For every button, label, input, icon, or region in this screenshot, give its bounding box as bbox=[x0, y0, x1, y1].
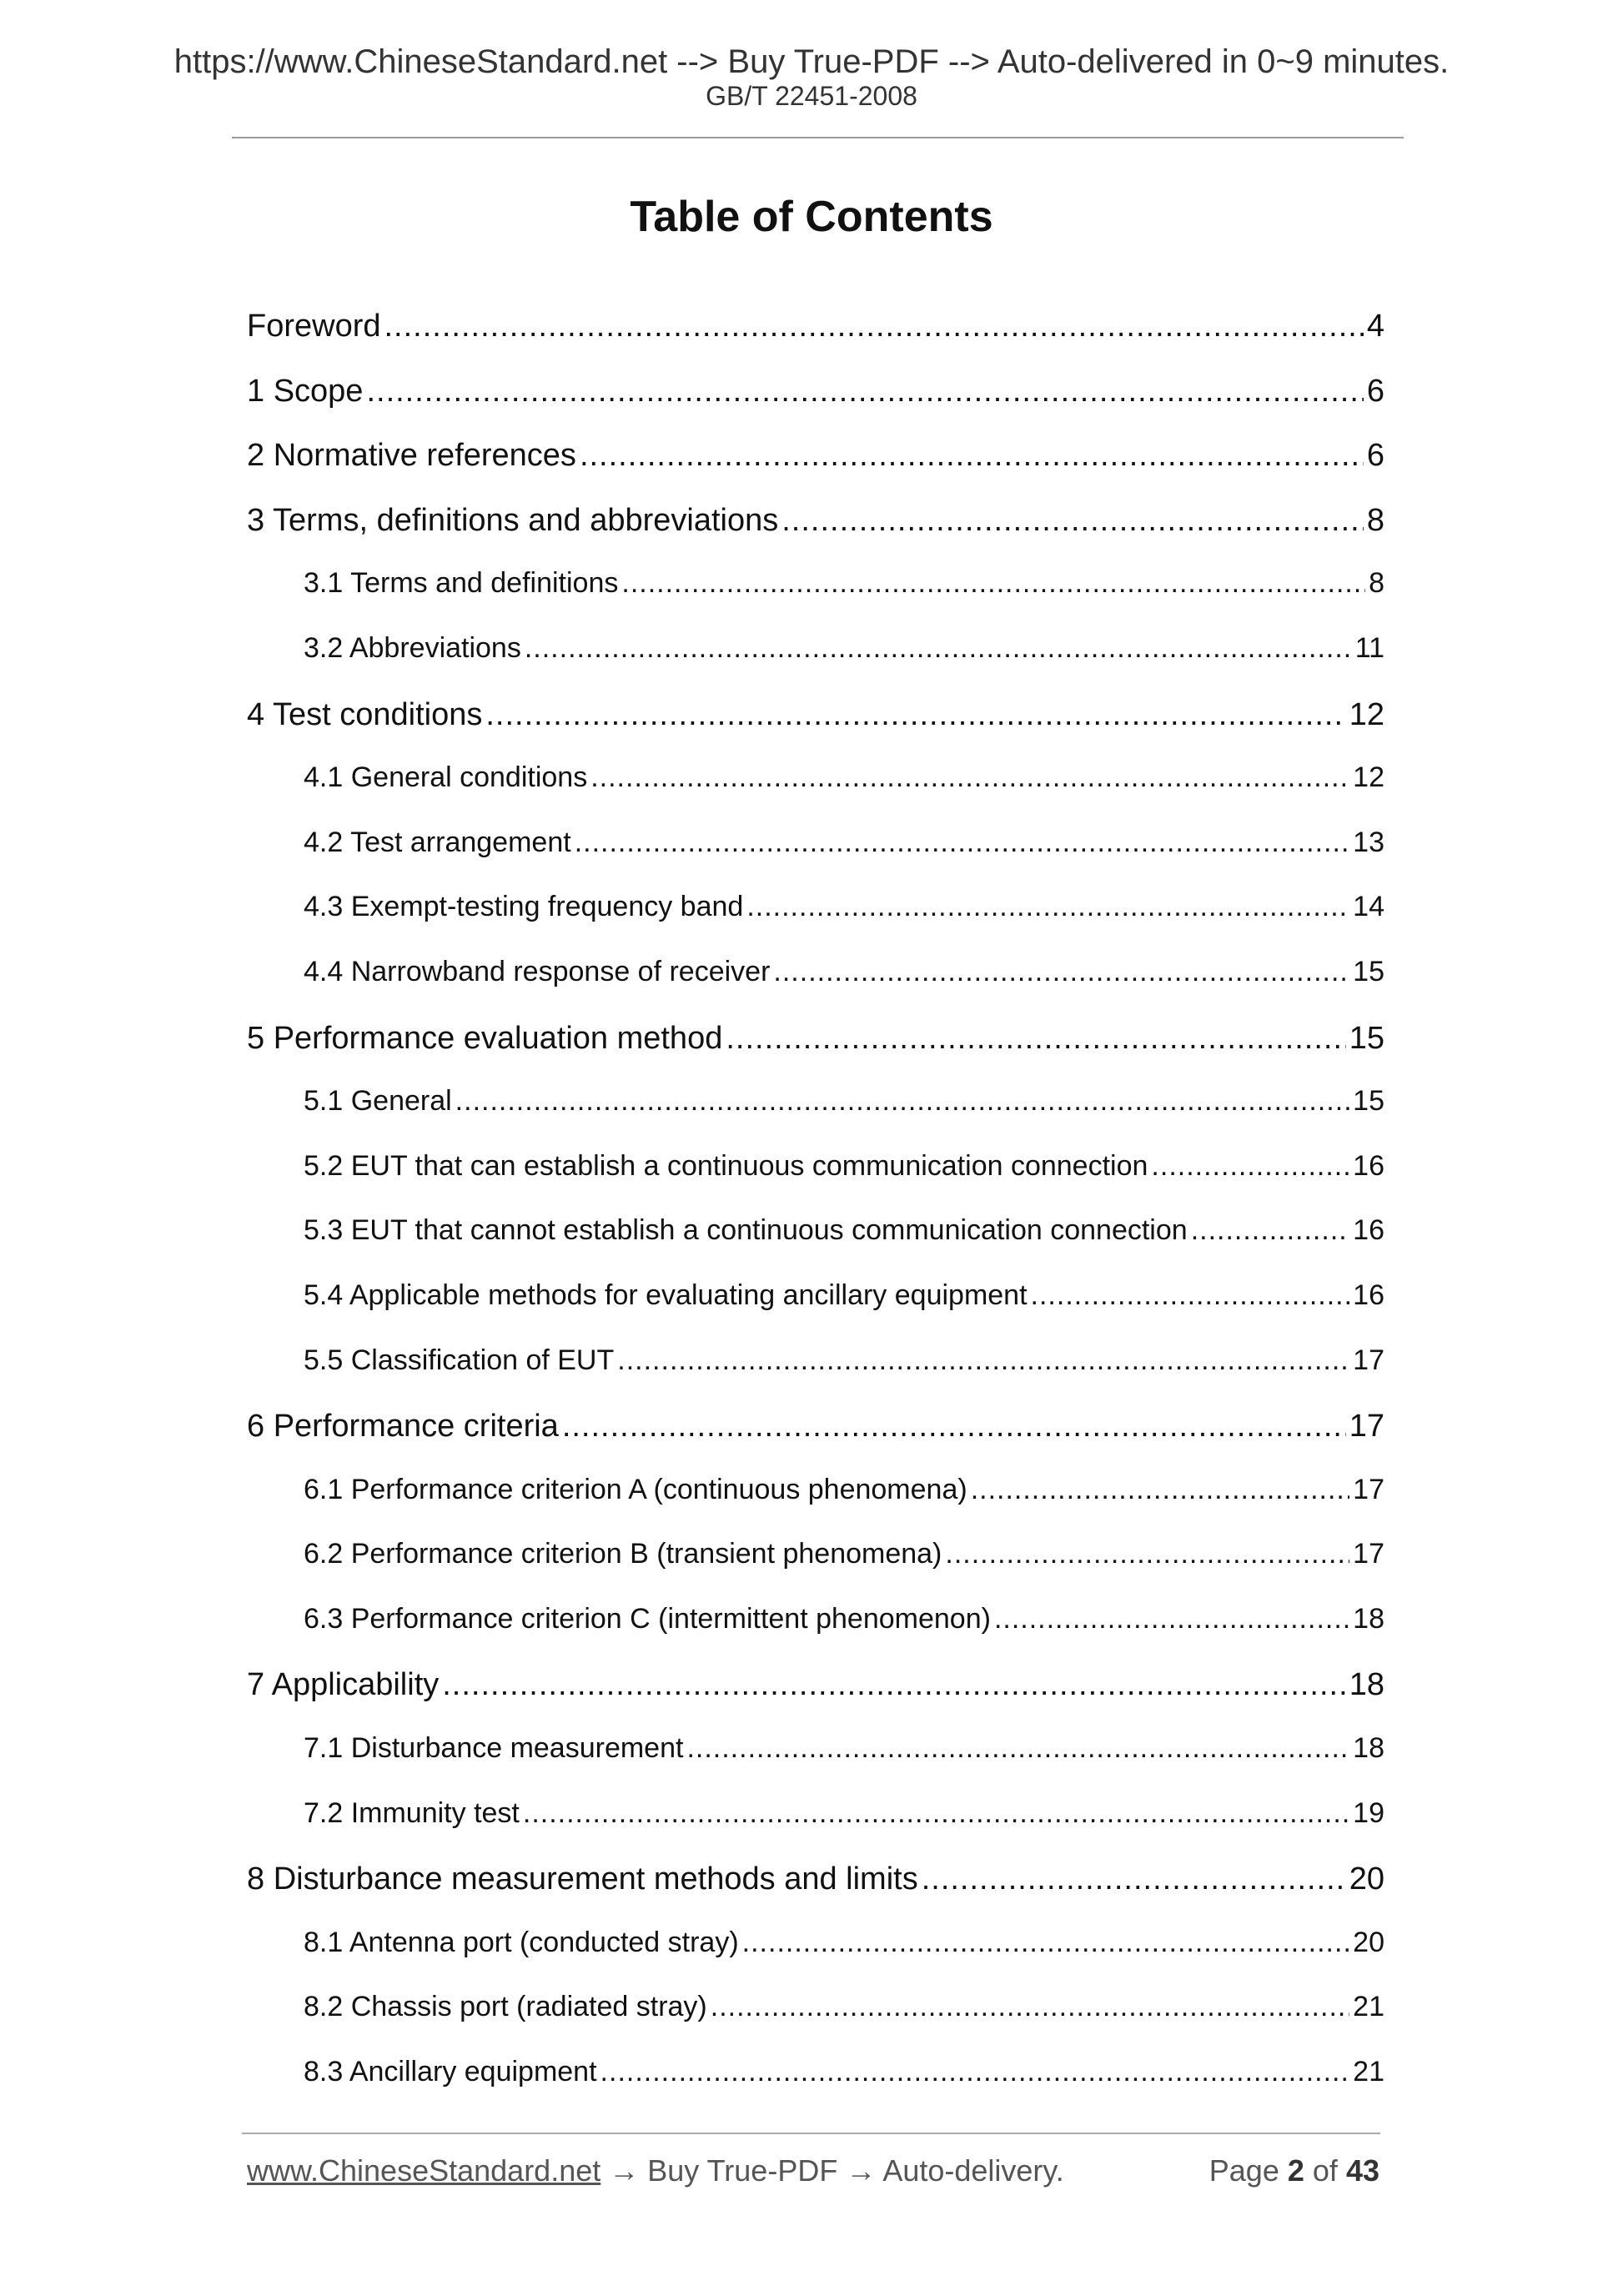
toc-entry-label: 7.2 Immunity test bbox=[304, 1796, 520, 1829]
toc-dot-leader bbox=[384, 309, 1364, 344]
toc-entry[interactable] bbox=[247, 503, 1384, 568]
toc-entry[interactable] bbox=[247, 1538, 1384, 1603]
toc-entry-page: 6 bbox=[1366, 373, 1384, 409]
header-banner: https://www.ChineseStandard.net --> Buy True-PDF --> Auto-delivered in 0~9 minutes. bbox=[173, 43, 1450, 80]
toc-dot-leader bbox=[621, 567, 1365, 600]
toc-entry[interactable] bbox=[247, 1927, 1384, 1992]
toc-entry[interactable] bbox=[247, 1214, 1384, 1279]
toc-entry[interactable] bbox=[247, 632, 1384, 697]
toc-dot-leader bbox=[711, 1991, 1349, 2023]
toc-entry-label: 4.3 Exempt-testing frequency band bbox=[304, 891, 744, 923]
toc-entry-label: 5.3 EUT that cannot establish a continuous communication connection bbox=[304, 1214, 1188, 1247]
toc-entry-page: 18 bbox=[1349, 1667, 1384, 1703]
toc-entry[interactable] bbox=[247, 438, 1384, 503]
toc-entry-page: 19 bbox=[1353, 1796, 1384, 1829]
toc-entry[interactable] bbox=[247, 1021, 1384, 1086]
toc-entry[interactable] bbox=[247, 1861, 1384, 1927]
toc-entry-page: 18 bbox=[1353, 1732, 1384, 1765]
toc-dot-leader bbox=[590, 761, 1349, 794]
toc-entry-page: 15 bbox=[1353, 955, 1384, 987]
toc-entry-label: 3.1 Terms and definitions bbox=[304, 567, 619, 600]
toc-entry[interactable] bbox=[247, 309, 1384, 374]
toc-entry-page: 13 bbox=[1353, 826, 1384, 858]
toc-entry[interactable] bbox=[247, 761, 1384, 826]
header-divider bbox=[232, 137, 1404, 138]
toc-entry-label: 8.1 Antenna port (conducted stray) bbox=[304, 1926, 739, 1958]
toc-dot-leader bbox=[781, 503, 1364, 539]
toc-dot-leader bbox=[442, 1667, 1345, 1703]
page-current: 2 bbox=[1287, 2153, 1304, 2188]
toc-entry-page: 17 bbox=[1353, 1473, 1384, 1505]
standard-code: GB/T 22451-2008 bbox=[706, 81, 917, 111]
toc-entry-page: 20 bbox=[1353, 1926, 1384, 1958]
toc-entry-label: 8.3 Ancillary equipment bbox=[304, 2056, 597, 2088]
footer-tagline: → Buy True-PDF → Auto-delivery. bbox=[600, 2153, 1064, 2188]
footer-site-link[interactable]: www.ChineseStandard.net bbox=[247, 2153, 601, 2188]
toc-dot-leader bbox=[580, 438, 1364, 474]
toc-entry-page: 20 bbox=[1349, 1861, 1384, 1897]
toc-dot-leader bbox=[742, 1927, 1350, 1959]
toc-list bbox=[247, 309, 1384, 2121]
toc-entry-label: 4.1 General conditions bbox=[304, 761, 588, 794]
toc-dot-leader bbox=[575, 826, 1349, 859]
toc-entry-page: 16 bbox=[1353, 1214, 1384, 1247]
toc-entry[interactable] bbox=[247, 1797, 1384, 1862]
toc-dot-leader bbox=[1151, 1150, 1349, 1183]
toc-entry-label: 8.2 Chassis port (radiated stray) bbox=[304, 1991, 707, 2023]
toc-entry-label: 4 Test conditions bbox=[247, 696, 483, 732]
toc-entry-label: 2 Normative references bbox=[247, 438, 576, 474]
toc-entry[interactable] bbox=[247, 1603, 1384, 1668]
toc-entry-label: 6.1 Performance criterion A (continuous phenomena) bbox=[304, 1473, 967, 1505]
toc-entry[interactable] bbox=[247, 1667, 1384, 1732]
toc-entry-label: 3.2 Abbreviations bbox=[304, 631, 521, 664]
toc-dot-leader bbox=[617, 1344, 1349, 1377]
toc-entry-label: 5.2 EUT that can establish a continuous communication connection bbox=[304, 1149, 1148, 1182]
toc-dot-leader bbox=[485, 697, 1345, 733]
toc-entry-label: 8 Disturbance measurement methods and limits bbox=[247, 1861, 918, 1897]
footer-divider bbox=[242, 2133, 1380, 2134]
toc-dot-leader bbox=[994, 1603, 1349, 1635]
footer-left bbox=[247, 2153, 1064, 2188]
toc-entry-page: 11 bbox=[1354, 631, 1384, 664]
toc-entry-page: 21 bbox=[1353, 1991, 1384, 2023]
page-label: Page bbox=[1208, 2153, 1279, 2188]
toc-dot-leader bbox=[562, 1409, 1346, 1444]
toc-entry[interactable] bbox=[247, 1991, 1384, 2056]
toc-entry-page: 12 bbox=[1349, 696, 1384, 732]
toc-entry-page: 14 bbox=[1353, 891, 1384, 923]
toc-entry[interactable] bbox=[247, 697, 1384, 762]
toc-entry[interactable] bbox=[247, 1409, 1384, 1474]
toc-entry[interactable] bbox=[247, 956, 1384, 1021]
toc-entry[interactable] bbox=[247, 1474, 1384, 1539]
toc-entry[interactable] bbox=[247, 826, 1384, 892]
toc-entry-page: 17 bbox=[1349, 1409, 1384, 1444]
toc-entry-page: 8 bbox=[1366, 502, 1384, 538]
toc-entry[interactable] bbox=[247, 2056, 1384, 2121]
page-total: 43 bbox=[1345, 2153, 1379, 2188]
toc-entry-label: 6.2 Performance criterion B (transient phenomena) bbox=[304, 1538, 942, 1570]
toc-dot-leader bbox=[971, 1474, 1349, 1506]
toc-title: Table of Contents bbox=[630, 193, 993, 241]
toc-entry-page: 8 bbox=[1369, 567, 1384, 600]
toc-entry-label: 7 Applicability bbox=[247, 1667, 440, 1703]
toc-entry-page: 4 bbox=[1366, 309, 1384, 344]
toc-entry-label: 5.1 General bbox=[304, 1085, 452, 1118]
toc-entry-page: 12 bbox=[1353, 761, 1384, 794]
toc-dot-leader bbox=[523, 1797, 1349, 1830]
toc-entry-page: 17 bbox=[1353, 1344, 1384, 1376]
toc-dot-leader bbox=[726, 1021, 1345, 1057]
toc-entry-page: 16 bbox=[1353, 1279, 1384, 1311]
toc-entry-label: 4.2 Test arrangement bbox=[304, 826, 571, 858]
toc-dot-leader bbox=[600, 2056, 1350, 2088]
toc-dot-leader bbox=[746, 891, 1349, 923]
toc-entry[interactable] bbox=[247, 374, 1384, 439]
toc-entry[interactable] bbox=[247, 891, 1384, 956]
toc-entry-page: 17 bbox=[1353, 1538, 1384, 1570]
toc-dot-leader bbox=[1031, 1279, 1350, 1312]
of-label: of bbox=[1312, 2153, 1338, 2188]
toc-entry-label: 1 Scope bbox=[247, 373, 364, 409]
toc-entry[interactable] bbox=[247, 1732, 1384, 1797]
toc-entry-page: 18 bbox=[1353, 1602, 1384, 1635]
toc-dot-leader bbox=[525, 632, 1352, 665]
toc-dot-leader bbox=[366, 374, 1363, 409]
toc-dot-leader bbox=[455, 1085, 1350, 1118]
toc-entry-label: 6.3 Performance criterion C (intermittent phenomenon) bbox=[304, 1602, 991, 1635]
page-number bbox=[1209, 2153, 1379, 2188]
toc-dot-leader bbox=[1191, 1214, 1349, 1247]
toc-dot-leader bbox=[922, 1861, 1346, 1897]
toc-entry-label: 5 Performance evaluation method bbox=[247, 1020, 723, 1056]
toc-dot-leader bbox=[773, 956, 1349, 988]
toc-entry-label: 5.5 Classification of EUT bbox=[304, 1344, 615, 1376]
toc-entry-label: 4.4 Narrowband response of receiver bbox=[304, 955, 771, 987]
toc-dot-leader bbox=[686, 1732, 1349, 1765]
toc-entry[interactable] bbox=[247, 1085, 1384, 1150]
toc-entry-page: 15 bbox=[1349, 1020, 1384, 1056]
toc-entry-label: 7.1 Disturbance measurement bbox=[304, 1732, 684, 1765]
toc-entry-label: 3 Terms, definitions and abbreviations bbox=[247, 502, 779, 538]
toc-entry[interactable] bbox=[247, 1344, 1384, 1409]
toc-entry[interactable] bbox=[247, 567, 1384, 632]
toc-entry-page: 6 bbox=[1366, 438, 1384, 474]
toc-entry[interactable] bbox=[247, 1150, 1384, 1215]
toc-entry-page: 15 bbox=[1353, 1085, 1384, 1118]
toc-entry-label: 5.4 Applicable methods for evaluating ancillary equipment bbox=[304, 1279, 1028, 1311]
toc-entry-page: 21 bbox=[1353, 2056, 1384, 2088]
toc-entry-label: Foreword bbox=[247, 309, 381, 344]
toc-entry-page: 16 bbox=[1353, 1149, 1384, 1182]
toc-entry[interactable] bbox=[247, 1279, 1384, 1344]
toc-entry-label: 6 Performance criteria bbox=[247, 1409, 559, 1444]
toc-dot-leader bbox=[945, 1538, 1349, 1570]
